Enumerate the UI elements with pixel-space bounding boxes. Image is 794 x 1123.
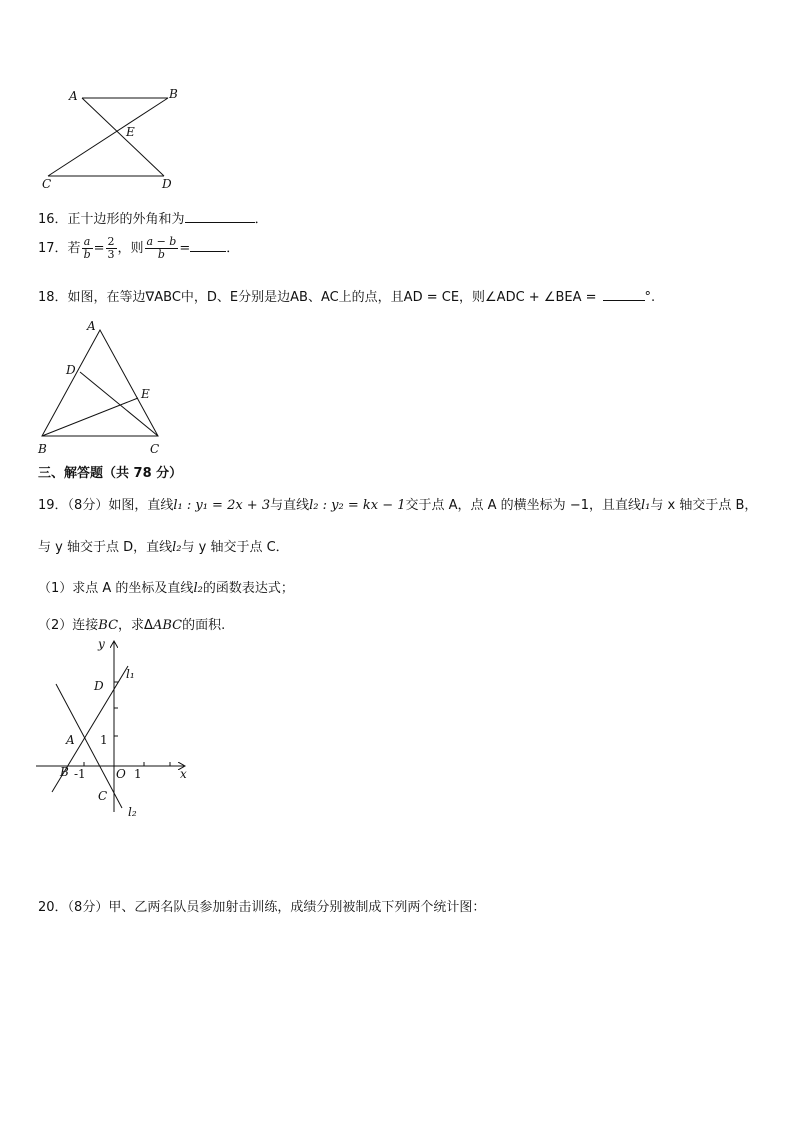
- label-one-x: 1: [134, 767, 142, 781]
- question-text: 甲、乙两名队员参加射击训练，成绩分别被制成下列两个统计图：: [108, 900, 486, 915]
- question-text: 如图，在等边∇ABC中，D、E分别是边AB、AC上的点，且AD = CE，则∠ADC + ∠BEA =: [67, 290, 597, 305]
- segment-ad: [82, 98, 164, 176]
- segment-bc: [48, 98, 168, 176]
- figure-18: [30, 316, 170, 460]
- label-d: D: [94, 679, 104, 693]
- label-a: A: [66, 733, 75, 747]
- equation-l1: l₁ : y₁ = 2x + 3: [173, 498, 271, 513]
- label-x: x: [180, 767, 187, 781]
- label-b: B: [60, 765, 69, 779]
- label-e: E: [141, 387, 150, 401]
- label-e: E: [126, 125, 135, 139]
- figure-15: [36, 84, 196, 194]
- label-a: A: [87, 319, 96, 333]
- fraction-a-minus-b-over-b: $\frac{a - b}{b}$: [146, 235, 177, 261]
- label-d: D: [66, 363, 76, 377]
- question-19-line-2: 与 y 轴交于点 D，直线l₂与 y 轴交于点 C．: [38, 540, 289, 555]
- score: （8分）: [67, 498, 109, 513]
- label-a: A: [69, 89, 78, 103]
- label-c: C: [42, 177, 52, 191]
- segment-dc: [80, 372, 158, 436]
- label-one-y: 1: [100, 733, 108, 747]
- label-l1: l₁: [126, 667, 135, 681]
- label-d: D: [162, 177, 172, 191]
- label-c: C: [98, 789, 108, 803]
- label-minus-one: -1: [74, 767, 86, 781]
- question-text: 正十边形的外角和为: [67, 212, 185, 227]
- answer-blank[interactable]: [190, 238, 226, 252]
- score: （8分）: [67, 900, 109, 915]
- triangle-abc: [42, 330, 158, 436]
- label-o: O: [116, 767, 126, 781]
- question-number: 17．: [38, 241, 68, 256]
- section-heading: 三、解答题（共 78 分）: [38, 466, 183, 481]
- question-number: 20．: [38, 900, 68, 915]
- answer-blank[interactable]: [185, 209, 255, 223]
- equation-l2: l₂ : y₂ = kx − 1: [309, 498, 406, 513]
- question-number: 19．: [38, 498, 68, 513]
- figure-19: [30, 632, 200, 824]
- question-19-part-2: （2）连接BC，求ΔABC的面积.: [38, 618, 226, 633]
- label-l2: l₂: [128, 805, 137, 819]
- question-16: 16．正十边形的外角和为 ．: [38, 208, 268, 227]
- question-number: 16．: [38, 212, 68, 227]
- label-y: y: [98, 637, 105, 651]
- answer-blank[interactable]: [603, 287, 645, 301]
- question-17: 17．若 $\frac{a}{b}$ = $\frac{2}{3}$ ，则 $\frac{a - b}{b}$ = ．: [38, 235, 240, 261]
- label-b: B: [38, 442, 47, 456]
- fraction-two-thirds: $\frac{2}{3}$: [107, 235, 115, 261]
- label-c: C: [150, 442, 160, 456]
- fraction-a-over-b: $\frac{a}{b}$: [83, 235, 91, 261]
- label-b: B: [169, 87, 178, 101]
- question-20: [38, 896, 485, 915]
- question-number: 18．: [38, 290, 68, 305]
- segment-be: [42, 398, 138, 436]
- question-19-part-1: （1）求点 A 的坐标及直线l₂的函数表达式；: [38, 581, 294, 596]
- question-18: 18．如图，在等边∇ABC中，D、E分别是边AB、AC上的点，且AD = CE，则∠ADC + ∠BEA = °.: [38, 286, 655, 305]
- question-19-line-1: 19．（8分）如图，直线l₁ : y₁ = 2x + 3与直线l₂ : y₂ = kx − 1交于点 A，点 A 的横坐标为 −1，且直线l₁与 x 轴交于点 B，: [38, 498, 758, 513]
